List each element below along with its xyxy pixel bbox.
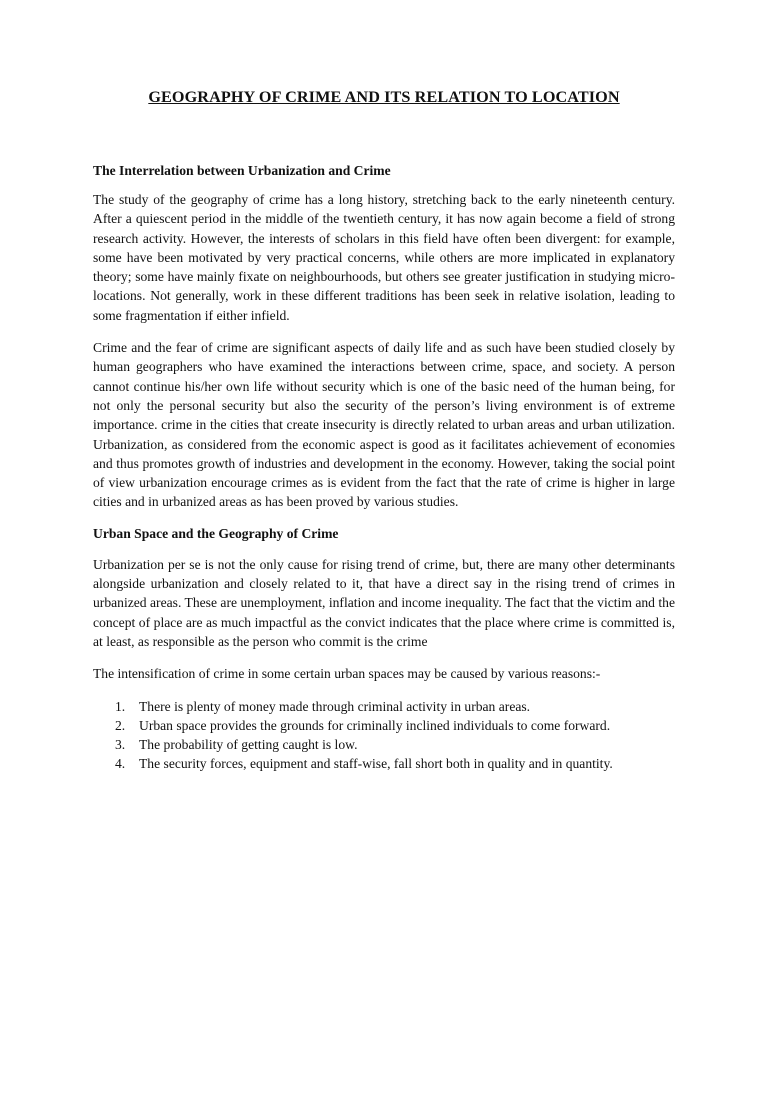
list-item-text: The security forces, equipment and staff-wise, fall short both in quality and in quantity.	[139, 755, 613, 771]
list-item	[93, 754, 675, 773]
list-item-number: 2.	[115, 717, 126, 733]
paragraph-history: The study of the geography of crime has a long history, stretching back to the early nineteenth century. After a quiescent period in the middle of the twentieth century, it has now again become a field of strong research activity. However, the interests of scholars in this field have often been divergent: for example, some have been motivated by very practical concerns, while others are more implicated in explanatory theory; some have mainly fixate on neighbourhoods, but others see greater justification in studying micro-locations. Not generally, work in these different traditions has been seek in relative isolation, leading to some fragmentation if either infield.	[93, 192, 675, 323]
list-item-text: Urban space provides the grounds for criminally inclined individuals to come forward.	[139, 717, 611, 733]
list-item-text: There is plenty of money made through criminal activity in urban areas.	[139, 698, 531, 714]
list-item	[93, 716, 675, 735]
list-item-number: 3.	[115, 736, 126, 752]
list-item	[93, 697, 675, 716]
list-item	[93, 735, 675, 754]
list-item-number: 1.	[115, 698, 126, 714]
document-page	[0, 88, 768, 1112]
document-title: GEOGRAPHY OF CRIME AND ITS RELATION TO LOCATION	[148, 88, 620, 106]
paragraph-fear-of-crime: Crime and the fear of crime are significant aspects of daily life and as such have been studied closely by human geographers who have examined the interactions between crime, space, and society. A person cannot continue his/her own life without security which is one of the basic need of the human being, for not only the personal security but also the security of the person’s living environment is of extreme importance. crime in the cities that create insecurity is directly related to urban areas and urban utilization. Urbanization, as considered from the economic aspect is good as it facilitates achievement of economies and thus promotes growth of industries and development in the economy. However, taking the social point of view urbanization encourage crimes as is evident from the fact that the rate of crime is higher in large cities and in urbanized areas as has been proved by various studies.	[93, 340, 675, 510]
paragraph-intensification: The intensification of crime in some certain urban spaces may be caused by various reasons:-	[93, 666, 601, 682]
section-heading-urban-space: Urban Space and the Geography of Crime	[93, 525, 339, 541]
section-heading-interrelation: The Interrelation between Urbanization and Crime	[93, 163, 391, 178]
list-item-number: 4.	[115, 755, 126, 771]
list-item-text: The probability of getting caught is low.	[139, 736, 358, 752]
paragraph-determinants: Urbanization per se is not the only cause for rising trend of crime, but, there are many other determinants alongside urbanization and closely related to it, that have a direct say in the rising trend of crimes in urbanized areas. These are unemployment, inflation and income inequality. The fact that the victim and the concept of place are as much impactful as the convict indicates that the place where crime is committed is, at least, as responsible as the person who commit is the crime	[93, 556, 675, 649]
reasons-list	[93, 697, 675, 773]
